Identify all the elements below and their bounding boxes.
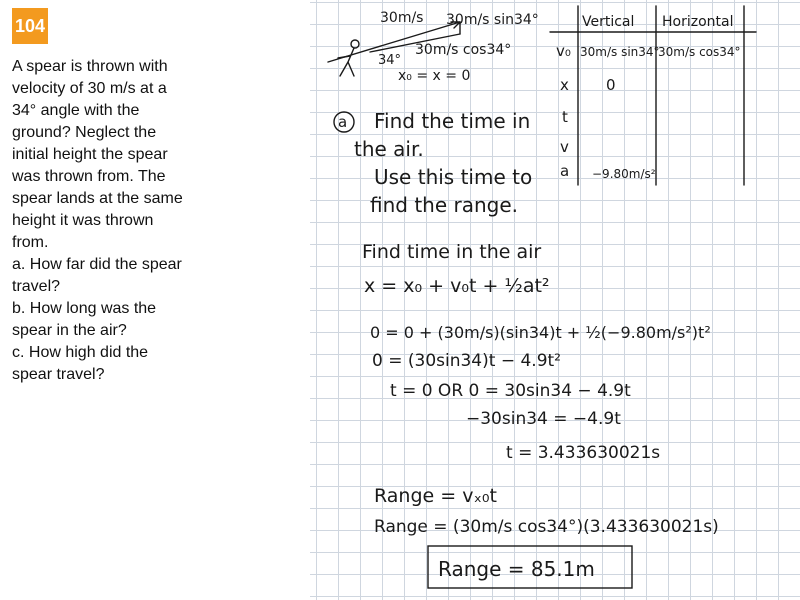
table-row-label-v0: v₀ [556,42,571,60]
problem-text [12,56,190,386]
handwritten-notes [310,0,800,600]
thrower-body [338,48,354,76]
speed-label: 30m/s [380,10,424,26]
table-header-horizontal: Horizontal [662,14,734,30]
work-line-2: x = x₀ + v₀t + ½at² [364,275,550,297]
thrower-head [351,40,359,48]
part-a-line-1: Find the time in [374,109,531,133]
range-work [374,485,719,588]
part-a-line-4: find the range. [370,193,519,217]
work-line-1: Find time in the air [362,241,542,263]
table-cell-x-vertical: 0 [606,76,616,94]
table-row-label-a: a [560,162,570,180]
angle-label: 34° [378,53,402,68]
solution-work [362,241,711,463]
table-header-vertical: Vertical [582,14,635,30]
range-line-2: Range = (30m/s cos34°)(3.433630021s) [374,517,719,537]
throw-diagram [328,10,539,84]
work-line-7: t = 3.433630021s [506,443,661,463]
problem-part-a: a. How far did the spear travel? [12,256,182,295]
table-cell-v0-vertical: 30m/s sin34° [580,45,660,59]
table-cell-v0-horizontal: 30m/s cos34° [658,45,741,59]
range-line-1: Range = vₓ₀t [374,485,497,507]
range-answer: Range = 85.1m [438,557,595,581]
table-row-label-v: v [560,138,569,156]
work-line-4: 0 = (30sin34)t − 4.9t² [372,351,561,371]
problem-part-c: c. How high did the spear travel? [12,344,149,383]
notes-canvas [310,0,800,600]
part-a-line-2: the air. [354,137,424,161]
problem-part-b: b. How long was the spear in the air? [12,300,157,339]
work-line-6: −30sin34 = −4.9t [466,409,621,429]
table-cell-a-vertical: −9.80m/s² [592,167,656,181]
horizontal-component-label: 30m/s cos34° [415,42,512,58]
work-line-5: t = 0 OR 0 = 30sin34 − 4.9t [390,381,631,401]
problem-number-badge: 104 [12,8,48,44]
table-row-label-x: x [560,76,569,94]
kinematics-table [550,6,756,185]
problem-statement: A spear is thrown with velocity of 30 m/s at a 34° angle with the ground? Neglect the initial height the spear was thrown from. The spear lands at the same height it was thrown from. [12,58,183,251]
table-row-label-t: t [562,108,568,126]
part-a-line-3: Use this time to [374,165,533,189]
work-line-3: 0 = 0 + (30m/s)(sin34)t + ½(−9.80m/s²)t² [370,323,711,342]
initial-position-label: x₀ = x = 0 [398,68,471,84]
part-a-notes [334,109,532,217]
problem-panel [0,0,310,600]
part-a-marker: a [338,113,348,131]
vertical-component-label: 30m/s sin34° [446,12,539,28]
